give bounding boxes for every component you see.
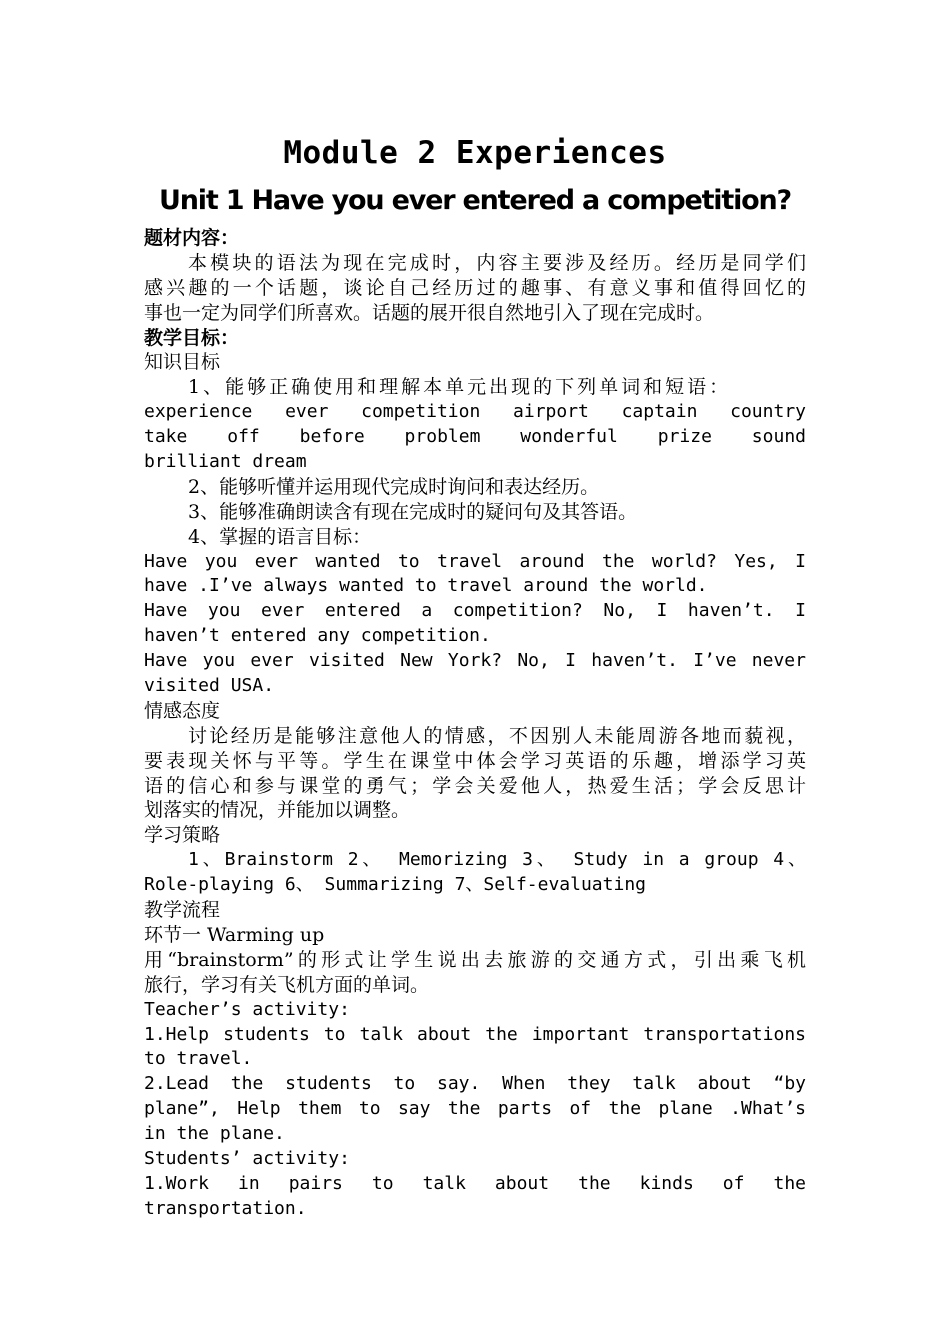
heading-objectives: 教学目标： <box>144 326 240 349</box>
activity-line: plane”, Help them to say the parts of the plane .What’s <box>144 1098 806 1120</box>
module-title: Module 2 Experiences <box>283 135 667 171</box>
strategy-line: 1、Brainstorm 2、 Memorizing 3、 Study in a group 4、 <box>188 849 806 871</box>
vocab-line: experience ever competition airport captain country <box>144 401 806 423</box>
heading-content: 题材内容： <box>144 227 240 249</box>
activity-line: in the plane. <box>144 1123 285 1145</box>
activity-line: to travel. <box>144 1048 253 1070</box>
example-line: visited USA. <box>144 675 275 697</box>
example-line: haven’t entered any competition. <box>144 625 491 647</box>
example-line: have .I’ve always wanted to travel around the world. <box>144 575 708 597</box>
paragraph-line: 要表现关怀与平等。学生在课堂中体会学习英语的乐趣，增添学习英 <box>144 749 806 772</box>
example-line: Have you ever wanted to travel around the world? Yes, I <box>144 550 806 572</box>
activity-heading: Students’ activity: <box>144 1147 350 1169</box>
example-line: Have you ever visited New York? No, I haven’t. I’ve never <box>144 650 806 672</box>
paragraph-line: 本模块的语法为现在完成时，内容主要涉及经历。经历是同学们 <box>188 251 806 274</box>
unit-title: Unit 1 Have you ever entered a competition? <box>159 185 791 216</box>
step-heading: 环节一 Warming up <box>144 923 325 946</box>
vocab-line: brilliant dream <box>144 451 307 473</box>
activity-heading: Teacher’s activity: <box>144 998 350 1020</box>
paragraph-line: 感兴趣的一个话题，谈论自己经历过的趣事、有意义事和值得回忆的 <box>144 276 806 299</box>
paragraph-line: 事也一定为同学们所喜欢。话题的展开很自然地引入了现在完成时。 <box>144 301 715 324</box>
subheading-strategy: 学习策略 <box>144 824 221 847</box>
activity-line: transportation. <box>144 1197 307 1219</box>
paragraph-line: 用“brainstorm”的形式让学生说出去旅游的交通方式，引出乘飞机 <box>144 948 806 971</box>
paragraph-line: 1、能够正确使用和理解本单元出现的下列单词和短语： <box>188 376 732 399</box>
vocab-line: take off before problem wonderful prize sound <box>144 426 806 448</box>
paragraph-line: 语的信心和参与课堂的勇气；学会关爱他人，热爱生活；学会反思计 <box>144 774 806 797</box>
document-body <box>144 130 806 1222</box>
paragraph-line: 旅行，学习有关飞机方面的单词。 <box>144 973 430 996</box>
activity-line: 1.Work in pairs to talk about the kinds of the <box>144 1172 806 1194</box>
activity-line: 2.Lead the students to say. When they talk about “by <box>144 1073 806 1095</box>
strategy-line: Role-playing 6、 Summarizing 7、Self-evaluating <box>144 874 646 896</box>
subheading-knowledge: 知识目标 <box>144 351 221 374</box>
paragraph-line: 4、掌握的语言目标： <box>188 525 372 548</box>
paragraph-line: 讨论经历是能够注意他人的情感，不因别人未能周游各地而藐视， <box>188 724 806 747</box>
paragraph-line: 3、能够准确朗读含有现在完成时的疑问句及其答语。 <box>188 500 638 523</box>
subheading-attitude: 情感态度 <box>144 699 221 722</box>
subheading-procedure: 教学流程 <box>144 899 221 922</box>
paragraph-line: 2、能够听懂并运用现代完成时询问和表达经历。 <box>188 475 600 498</box>
example-line: Have you ever entered a competition? No, I haven’t. I <box>144 600 806 622</box>
paragraph-line: 划落实的情况，并能加以调整。 <box>144 799 411 822</box>
activity-line: 1.Help students to talk about the important transportations <box>144 1023 806 1045</box>
